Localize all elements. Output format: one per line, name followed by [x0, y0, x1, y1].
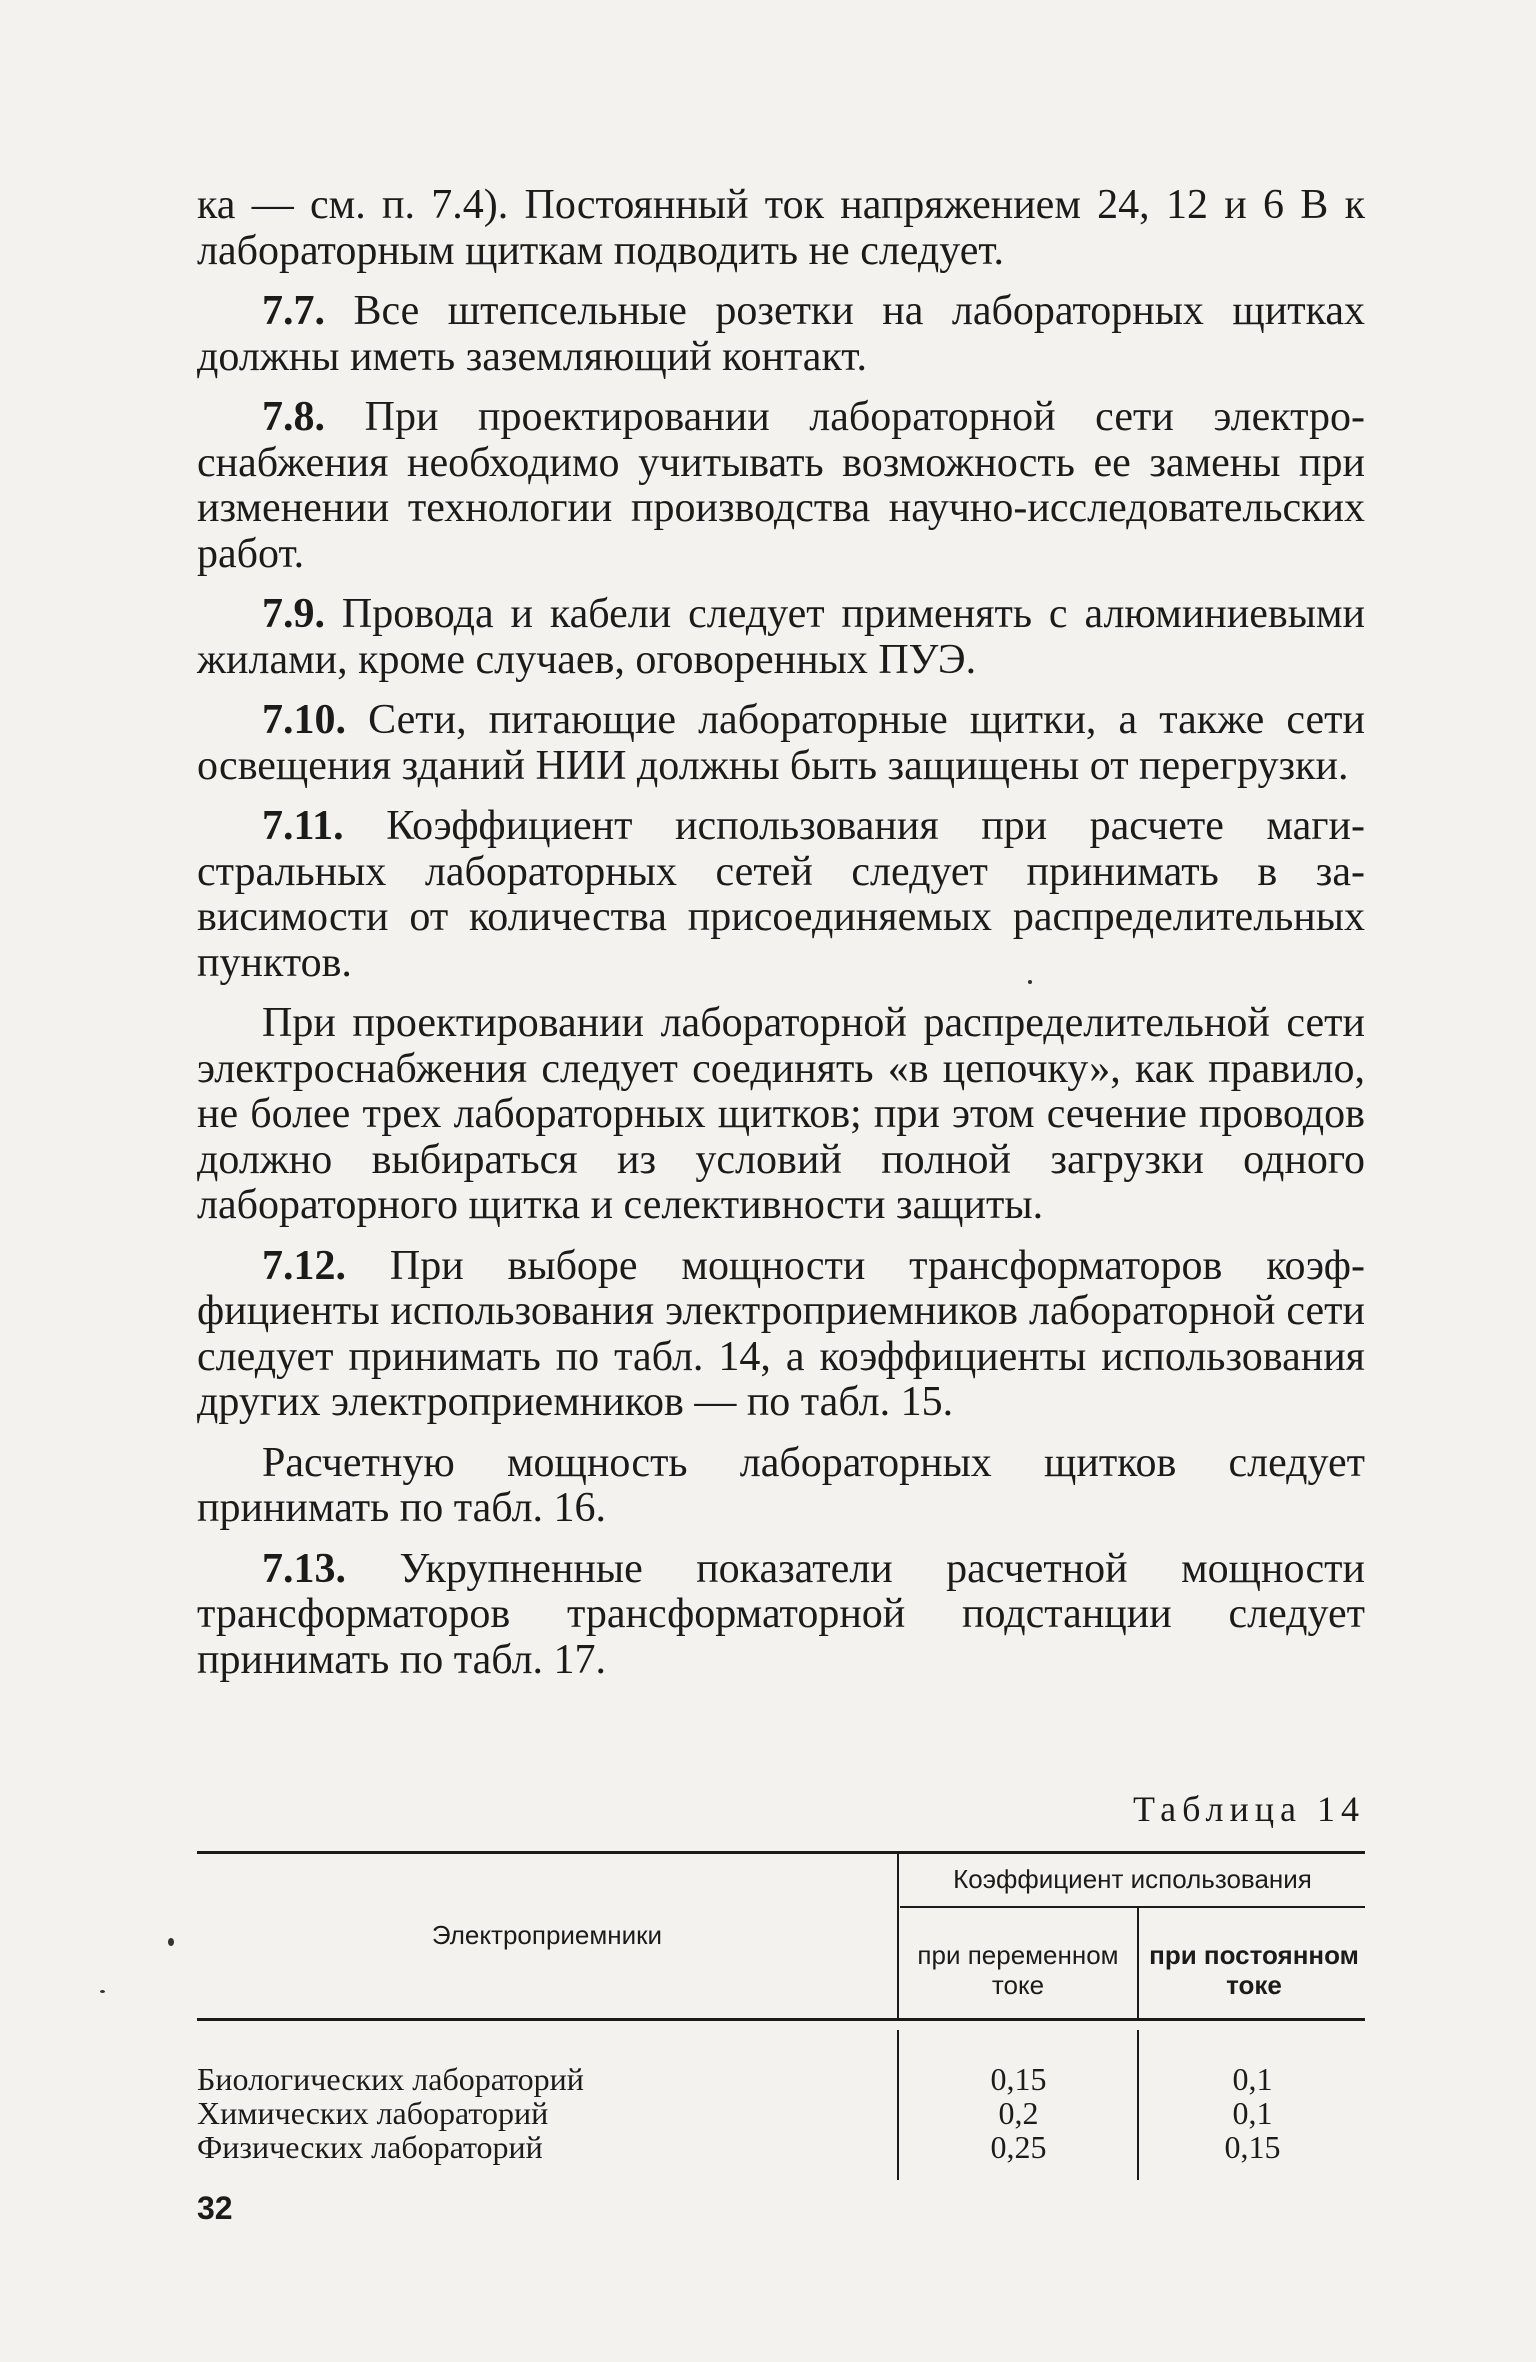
- clause-text: При выборе мощности трансформаторов коэффициенты использования электроприемников лабораторной сети следует принимать по табл. 14, а коэффициенты использования других электроприемников — по табл. 15.: [197, 1242, 1366, 1425]
- table-caption: Таблица 14: [1133, 1789, 1365, 1829]
- paragraph-7-12: [197, 1244, 1365, 1426]
- clause-number: 7.13.: [262, 1545, 346, 1592]
- clause-text: Коэффициент использования при расчете магистральных лабораторных сетей следует принимать в зависимости от количества присоединяемых распределительных пунктов.: [197, 803, 1366, 986]
- header-alternating-current: при переменном токе: [917, 1940, 1119, 2000]
- table-row-ac: 0,15: [990, 2061, 1047, 2097]
- header-usage-coefficient: Коэффициент использования: [953, 1864, 1312, 1894]
- paragraph-7-7: [197, 289, 1365, 380]
- table-column-divider: [897, 1851, 899, 2021]
- page-number: 32: [197, 2190, 233, 2226]
- clause-number: 7.9.: [262, 591, 325, 637]
- clause-text: Сети, питающие лабораторные щитки, а также сети освещения зданий НИИ должны быть защищены от перегрузки.: [197, 697, 1366, 789]
- clause-number: 7.7.: [262, 288, 325, 334]
- table-subheader-rule: [900, 1906, 1365, 1908]
- clause-number: 7.12.: [262, 1242, 346, 1289]
- table-row-ac: 0,25: [990, 2129, 1047, 2165]
- paragraph-7-11: [197, 804, 1365, 986]
- clause-number: 7.11.: [262, 803, 344, 849]
- table-column-divider: [1137, 2030, 1139, 2180]
- clause-text: При проектировании лабораторной сети электроснабжения необходимо учитывать возможность ее замены при изменении технологии производства научно-исследовательских работ.: [197, 394, 1365, 577]
- table-header-rule: [197, 2018, 1365, 2021]
- table-row-name: Химических лабораторий: [197, 2095, 549, 2131]
- paragraph-calc-power: Расчетную мощность лабораторных щитков следует принимать по табл. 16.: [197, 1439, 1365, 1531]
- table-top-rule: [197, 1851, 1365, 1854]
- scan-speck: [1028, 980, 1032, 984]
- paragraph-continuation: ка — см. п. 7.4). Постоянный ток напряжением 24, 12 и 6 В к лабораторным щиткам подводить не следует.: [197, 182, 1365, 274]
- scan-speck: [168, 1938, 174, 1946]
- table-row-name: Физических лабораторий: [197, 2129, 543, 2165]
- clause-number: 7.10.: [262, 697, 346, 743]
- paragraph-7-10: [197, 698, 1365, 789]
- table-row-ac: 0,2: [998, 2095, 1039, 2131]
- clause-text: Все штепсельные розетки на лабораторных щитках должны иметь заземляющий контакт.: [197, 288, 1366, 380]
- clause-text: Укрупненные показатели расчетной мощности трансформаторов трансформаторной подстанции следует принимать по табл. 17.: [197, 1545, 1365, 1683]
- body-text: [197, 183, 1365, 1698]
- table-row-dc: 0,1: [1232, 2061, 1273, 2097]
- scan-speck: [100, 1990, 105, 1993]
- table-column-divider: [1137, 1906, 1139, 2021]
- paragraph-7-13: [197, 1547, 1365, 1684]
- paragraph-chain: При проектировании лабораторной распределительной сети электроснабжения следует соединять «в цепочку», как правило, не более трех лабораторных щитков; при этом сечение проводов должно выбираться из условий полной загрузки одного лабораторного щитка и селективности защиты.: [197, 1000, 1365, 1228]
- table-row-dc: 0,15: [1224, 2129, 1281, 2165]
- paragraph-7-9: [197, 592, 1365, 683]
- table-row-dc: 0,1: [1232, 2095, 1273, 2131]
- paragraph-7-8: [197, 395, 1365, 577]
- table-column-divider: [897, 2030, 899, 2180]
- clause-text: Провода и кабели следует применять с алюминиевыми жилами, кроме случаев, оговоренных ПУЭ.: [197, 591, 1366, 683]
- header-receivers: Электроприемники: [431, 1920, 663, 1950]
- clause-number: 7.8.: [262, 394, 325, 440]
- header-direct-current: при постоянном токе: [1149, 1940, 1359, 2000]
- table-row-name: Биологических лабораторий: [197, 2061, 584, 2097]
